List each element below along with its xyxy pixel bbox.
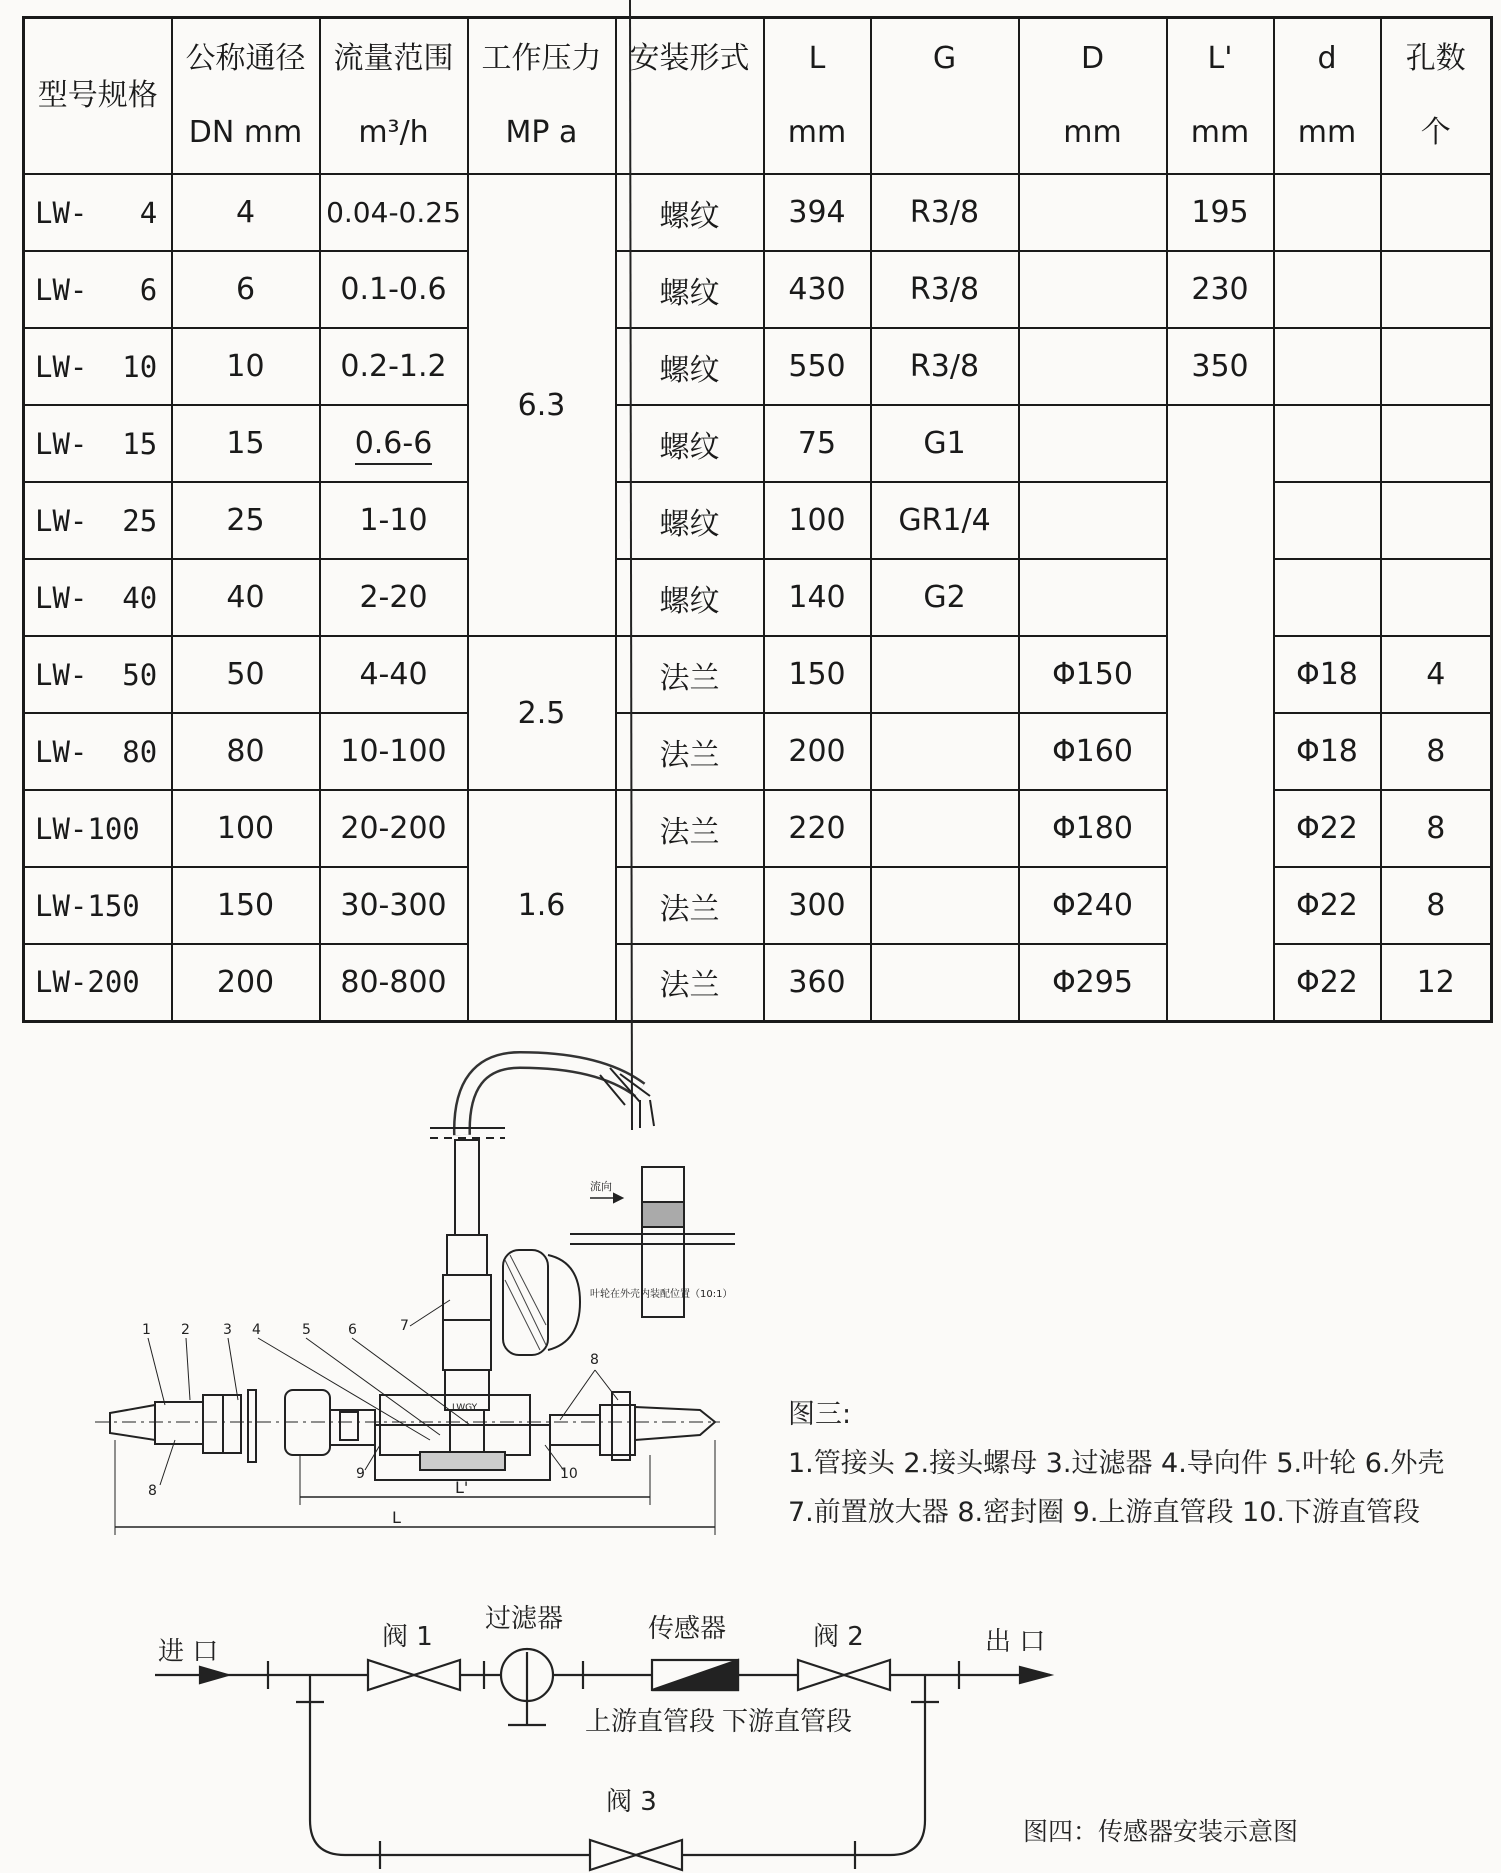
- install-cell: 法兰: [616, 944, 764, 1021]
- valve2-label: 阀 2: [813, 1622, 864, 1652]
- valve3-label: 阀 3: [606, 1787, 657, 1817]
- install-cell: 法兰: [616, 713, 764, 790]
- model-cell: LW- 50: [24, 636, 172, 713]
- range-cell: 2-20: [320, 559, 468, 636]
- L-cell: 300: [764, 867, 871, 944]
- flow-direction-label: 流向: [590, 1180, 612, 1193]
- figure4-caption: 图四：传感器安装示意图: [1023, 1817, 1299, 1846]
- figure3-caption-line2: 7.前置放大器 8.密封圈 9.上游直管段 10.下游直管段: [788, 1497, 1420, 1528]
- header-cell: L mm: [764, 18, 871, 175]
- range-cell: 20-200: [320, 790, 468, 867]
- D-cell: Φ160: [1019, 713, 1167, 790]
- part-number: 8: [590, 1352, 599, 1368]
- dn-cell: 25: [172, 482, 320, 559]
- header-cell: 安装形式: [616, 18, 764, 175]
- range-cell: 4-40: [320, 636, 468, 713]
- model-cell: LW- 4: [24, 174, 172, 251]
- dn-cell: 200: [172, 944, 320, 1021]
- install-cell: 螺纹: [616, 174, 764, 251]
- part-number: 1: [142, 1322, 151, 1338]
- pressure-cell: 6.3: [468, 174, 616, 636]
- Lp-cell: 350: [1167, 328, 1274, 405]
- figure3-caption-line1: 1.管接头 2.接头螺母 3.过滤器 4.导向件 5.叶轮 6.外壳: [788, 1448, 1445, 1479]
- range-cell: 0.1-0.6: [320, 251, 468, 328]
- d-cell: Φ22: [1274, 867, 1381, 944]
- downstream-label: 下游直管段: [722, 1707, 853, 1737]
- dn-cell: 6: [172, 251, 320, 328]
- install-cell: 螺纹: [616, 559, 764, 636]
- G-cell: R3/8: [871, 174, 1019, 251]
- header-cell: 型号规格: [24, 18, 172, 175]
- part-number: 9: [356, 1466, 365, 1482]
- L-cell: 550: [764, 328, 871, 405]
- part-number: 2: [181, 1322, 190, 1338]
- L-cell: 430: [764, 251, 871, 328]
- header-cell: 流量范围 m³/h: [320, 18, 468, 175]
- body-mark: LWGY: [452, 1403, 478, 1413]
- dn-cell: 10: [172, 328, 320, 405]
- header-cell: 孔数 个: [1381, 18, 1492, 175]
- L-cell: 150: [764, 636, 871, 713]
- G-cell: G2: [871, 559, 1019, 636]
- install-cell: 螺纹: [616, 328, 764, 405]
- model-cell: LW- 40: [24, 559, 172, 636]
- part-number: 4: [252, 1322, 261, 1338]
- figure3-caption-title: 图三:: [788, 1399, 852, 1430]
- holes-cell: 8: [1381, 867, 1492, 944]
- d-cell: Φ22: [1274, 944, 1381, 1021]
- d-cell: Φ18: [1274, 636, 1381, 713]
- dn-cell: 4: [172, 174, 320, 251]
- range-cell: 30-300: [320, 867, 468, 944]
- dimension-L: L: [392, 1508, 401, 1527]
- range-cell: 10-100: [320, 713, 468, 790]
- L-cell: 75: [764, 405, 871, 482]
- model-cell: LW-150: [24, 867, 172, 944]
- D-cell: Φ150: [1019, 636, 1167, 713]
- dn-cell: 100: [172, 790, 320, 867]
- L-cell: 100: [764, 482, 871, 559]
- L-cell: 220: [764, 790, 871, 867]
- model-cell: LW-100: [24, 790, 172, 867]
- install-cell: 螺纹: [616, 405, 764, 482]
- header-cell: d mm: [1274, 18, 1381, 175]
- dn-cell: 15: [172, 405, 320, 482]
- range-cell: 1-10: [320, 482, 468, 559]
- holes-cell: 8: [1381, 790, 1492, 867]
- L-cell: 140: [764, 559, 871, 636]
- D-cell: Φ240: [1019, 867, 1167, 944]
- figure3-caption: [788, 1392, 1444, 1539]
- G-cell: R3/8: [871, 328, 1019, 405]
- filter-label: 过滤器: [485, 1604, 564, 1634]
- dn-cell: 40: [172, 559, 320, 636]
- install-cell: 螺纹: [616, 251, 764, 328]
- model-cell: LW- 80: [24, 713, 172, 790]
- dn-cell: 50: [172, 636, 320, 713]
- L-cell: 360: [764, 944, 871, 1021]
- Lp-cell: 195: [1167, 174, 1274, 251]
- inlet-label: 进 口: [158, 1637, 219, 1667]
- range-cell: 0.6-6: [320, 405, 468, 482]
- G-cell: GR1/4: [871, 482, 1019, 559]
- impeller-detail-note: 叶轮在外壳内装配位置（10:1）: [590, 1289, 733, 1300]
- D-cell: Φ180: [1019, 790, 1167, 867]
- sensor-label: 传感器: [648, 1614, 727, 1644]
- D-cell: Φ295: [1019, 944, 1167, 1021]
- header-cell: 工作压力 MP a: [468, 18, 616, 175]
- install-cell: 法兰: [616, 636, 764, 713]
- range-cell: 0.2-1.2: [320, 328, 468, 405]
- upstream-label: 上游直管段: [585, 1707, 716, 1737]
- outlet-label: 出 口: [985, 1627, 1046, 1657]
- model-cell: LW- 25: [24, 482, 172, 559]
- L-cell: 394: [764, 174, 871, 251]
- install-cell: 法兰: [616, 867, 764, 944]
- model-cell: LW-200: [24, 944, 172, 1021]
- header-cell: D mm: [1019, 18, 1167, 175]
- part-number: 7: [400, 1318, 409, 1334]
- range-cell: 0.04-0.25: [320, 174, 468, 251]
- model-cell: LW- 10: [24, 328, 172, 405]
- part-number: 6: [348, 1322, 357, 1338]
- header-cell: 公称通径 DN mm: [172, 18, 320, 175]
- dn-cell: 150: [172, 867, 320, 944]
- part-number: 5: [302, 1322, 311, 1338]
- model-cell: LW- 15: [24, 405, 172, 482]
- G-cell: R3/8: [871, 251, 1019, 328]
- holes-cell: 12: [1381, 944, 1492, 1021]
- L-cell: 200: [764, 713, 871, 790]
- valve1-label: 阀 1: [382, 1622, 433, 1652]
- part-number: 10: [560, 1466, 578, 1482]
- pressure-cell: 1.6: [468, 790, 616, 1021]
- G-cell: G1: [871, 405, 1019, 482]
- Lp-cell: 230: [1167, 251, 1274, 328]
- pressure-cell: 2.5: [468, 636, 616, 790]
- holes-cell: 8: [1381, 713, 1492, 790]
- install-cell: 法兰: [616, 790, 764, 867]
- header-cell: L' mm: [1167, 18, 1274, 175]
- header-cell: G: [871, 18, 1019, 175]
- d-cell: Φ22: [1274, 790, 1381, 867]
- dn-cell: 80: [172, 713, 320, 790]
- install-cell: 螺纹: [616, 482, 764, 559]
- d-cell: Φ18: [1274, 713, 1381, 790]
- part-number: 8: [148, 1483, 157, 1499]
- holes-cell: 4: [1381, 636, 1492, 713]
- part-number: 3: [223, 1322, 232, 1338]
- dimension-Lprime: L': [455, 1478, 469, 1497]
- model-cell: LW- 6: [24, 251, 172, 328]
- range-cell: 80-800: [320, 944, 468, 1021]
